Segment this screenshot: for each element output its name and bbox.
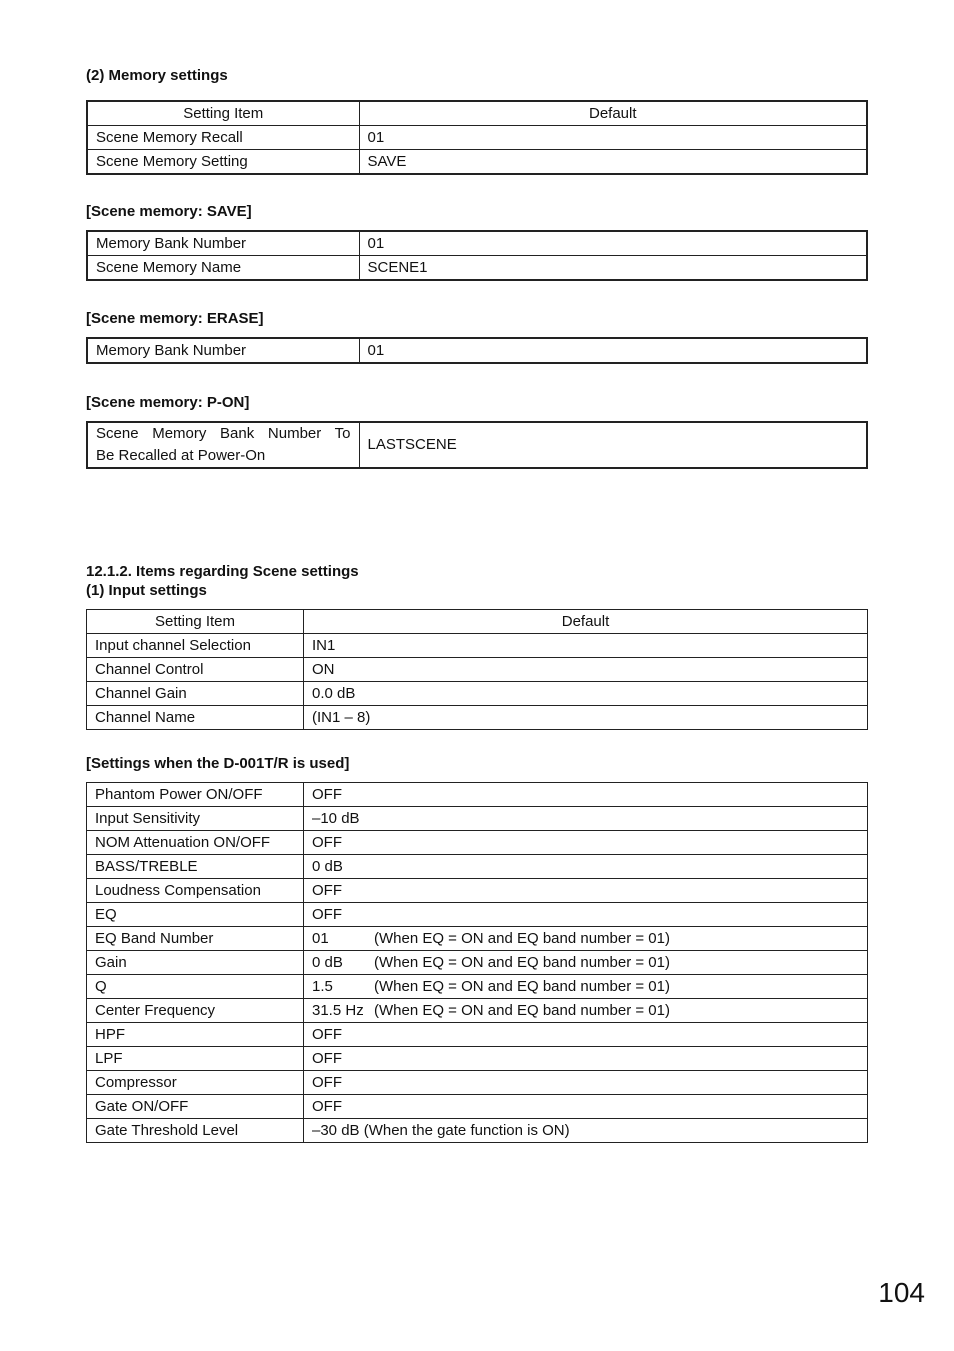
scene-memory-pon-heading: [Scene memory: P-ON] [86,394,250,411]
table-row [87,126,867,150]
table-row [87,338,867,363]
scene-memory-erase-heading: [Scene memory: ERASE] [86,310,264,327]
default-cell: 01 [359,126,867,150]
scene-memory-pon-table [86,421,868,469]
table-row [87,783,868,807]
default-cell [304,1023,868,1047]
default-value: –10 dB [312,809,360,827]
header-default: Default [304,610,868,634]
default-cell: (IN1 – 8) [304,706,868,730]
page-number: 104 [878,1277,925,1308]
header-setting-item: Setting Item [87,610,304,634]
table-row [87,1023,868,1047]
default-value: 1.5 [312,977,333,995]
setting-item-cell: HPF [87,1023,304,1047]
setting-item-cell: Gate ON/OFF [87,1095,304,1119]
table-row [87,1119,868,1143]
table-header-row [87,101,867,126]
table-header-row [87,610,868,634]
setting-item-cell: Channel Name [87,706,304,730]
default-cell [304,951,868,975]
setting-item-cell: EQ Band Number [87,927,304,951]
setting-item-line-2: Be Recalled at Power-On [96,447,266,464]
default-cell [304,879,868,903]
default-cell [304,855,868,879]
table-row [87,879,868,903]
default-cell [304,1047,868,1071]
default-value: OFF [312,1097,342,1115]
table-row [87,1047,868,1071]
default-cell: LASTSCENE [359,422,867,468]
setting-item-cell: Compressor [87,1071,304,1095]
default-cell: SAVE [359,150,867,175]
default-value: 31.5 Hz [312,1001,364,1019]
table-row [87,807,868,831]
memory-settings-table [86,100,868,175]
default-value: 0 dB [312,857,343,875]
default-cell [304,1071,868,1095]
table-row [87,422,867,468]
setting-item-cell: NOM Attenuation ON/OFF [87,831,304,855]
default-value: OFF [312,785,342,803]
setting-item-line-1: Scene Memory Bank Number To [96,425,351,442]
table-row [87,150,867,175]
setting-item-cell: Center Frequency [87,999,304,1023]
setting-item-cell: Memory Bank Number [87,231,359,256]
setting-item-cell: BASS/TREBLE [87,855,304,879]
default-cell: IN1 [304,634,868,658]
default-cell: 01 [359,231,867,256]
table-row [87,855,868,879]
default-note: (When EQ = ON and EQ band number = 01) [374,953,670,971]
default-cell: –30 dB (When the gate function is ON) [304,1119,868,1143]
table-row [87,927,868,951]
table-row [87,706,868,730]
table-row [87,951,868,975]
default-value: OFF [312,1025,342,1043]
default-cell: 01 [359,338,867,363]
default-cell [304,975,868,999]
table-row [87,903,868,927]
setting-item-cell: Gate Threshold Level [87,1119,304,1143]
default-note: (When EQ = ON and EQ band number = 01) [374,977,670,995]
setting-item-cell: Channel Gain [87,682,304,706]
default-value: 01 [312,929,329,947]
scene-memory-save-table [86,230,868,281]
scene-memory-save-heading: [Scene memory: SAVE] [86,203,252,220]
setting-item-cell [87,422,359,468]
setting-item-cell: Loudness Compensation [87,879,304,903]
default-cell: SCENE1 [359,256,867,281]
memory-settings-heading: (2) Memory settings [86,67,228,84]
default-value: 0 dB [312,953,343,971]
default-cell: 0.0 dB [304,682,868,706]
default-cell: ON [304,658,868,682]
input-settings-heading: (1) Input settings [86,582,207,599]
setting-item-cell: Channel Control [87,658,304,682]
table-row [87,1095,868,1119]
table-row [87,831,868,855]
table-row [87,634,868,658]
default-note: (When EQ = ON and EQ band number = 01) [374,929,670,947]
setting-item-cell: Phantom Power ON/OFF [87,783,304,807]
setting-item-cell: Q [87,975,304,999]
default-cell [304,927,868,951]
setting-item-cell: Scene Memory Name [87,256,359,281]
d001-settings-table [86,782,868,1143]
setting-item-cell: Gain [87,951,304,975]
default-cell [304,903,868,927]
default-value: OFF [312,905,342,923]
input-settings-table [86,609,868,730]
default-value: OFF [312,1049,342,1067]
default-cell [304,999,868,1023]
setting-item-cell: Input Sensitivity [87,807,304,831]
setting-item-cell: Scene Memory Recall [87,126,359,150]
table-row [87,256,867,281]
section-heading: 12.1.2. Items regarding Scene settings [86,563,359,580]
default-value: OFF [312,1073,342,1091]
default-cell [304,783,868,807]
header-default: Default [359,101,867,126]
default-cell [304,1095,868,1119]
d001-heading: [Settings when the D-001T/R is used] [86,755,350,772]
table-row [87,1071,868,1095]
default-value: OFF [312,881,342,899]
setting-item-cell: Scene Memory Setting [87,150,359,175]
table-row [87,658,868,682]
setting-item-cell: Memory Bank Number [87,338,359,363]
setting-item-cell: LPF [87,1047,304,1071]
setting-item-cell: EQ [87,903,304,927]
table-row [87,999,868,1023]
table-row [87,682,868,706]
default-value: OFF [312,833,342,851]
default-cell [304,831,868,855]
header-setting-item: Setting Item [87,101,359,126]
table-row [87,975,868,999]
table-row [87,231,867,256]
setting-item-cell: Input channel Selection [87,634,304,658]
scene-memory-erase-table [86,337,868,364]
default-note: (When EQ = ON and EQ band number = 01) [374,1001,670,1019]
default-cell [304,807,868,831]
